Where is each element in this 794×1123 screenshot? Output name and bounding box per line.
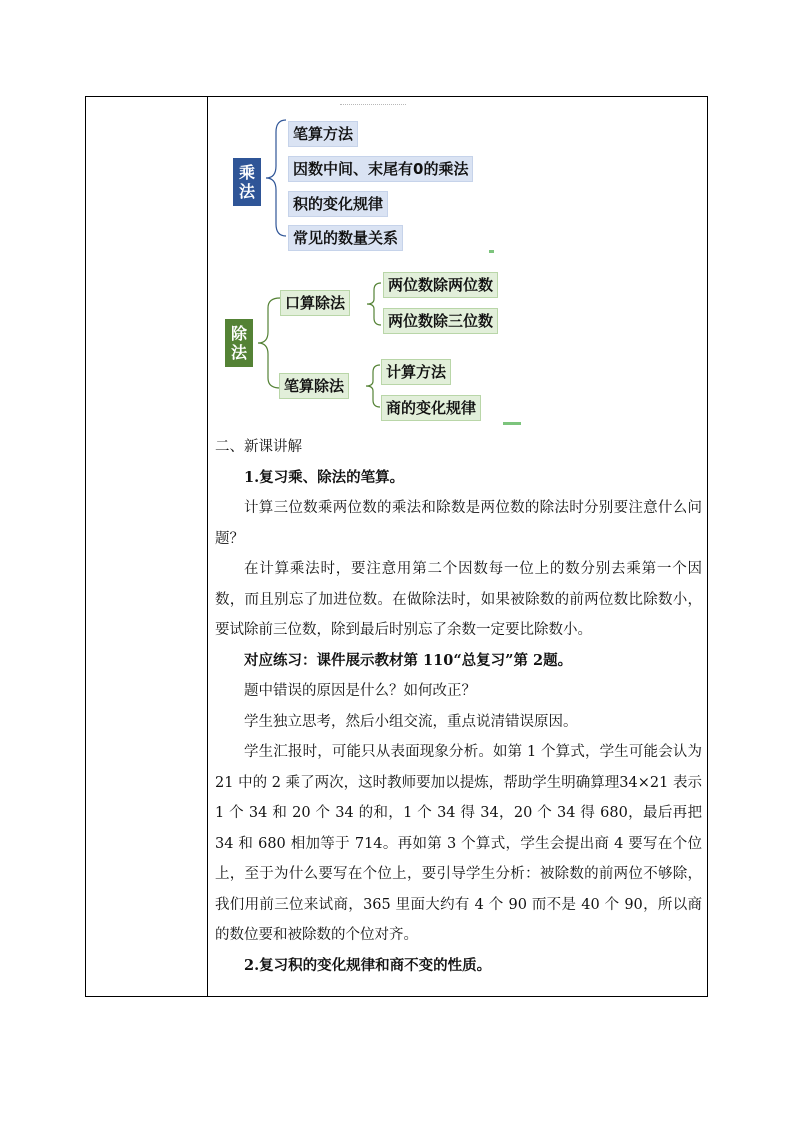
paragraph: 学生汇报时，可能只从表面现象分析。如第 1 个算式，学生可能会认为 21 中的 2 乘了两次，这时教师要加以提炼，帮助学生明确算理34×21 表示 1 个 34 和 20 个 34 的和，1 个 34 得 34，20 个 34 得 680，最后再把 34 和 680 相加等于 714。再如第 3 个算式，学生会提出商 4 要写在个位上，至于为什么要写在个位上，要引导学生分析：被除数的前两位不够除，我们用前三位来试商，365 里面大约有 4 个 90 而不是 40 个 90，所以商的数位要和被除数的个位对齐。 xyxy=(215,744,702,943)
division-tag-char-1: 除 xyxy=(230,324,247,343)
written-division-brace-icon xyxy=(364,363,382,409)
decorative-mark xyxy=(489,250,494,253)
paragraph: 在计算乘法时，要注意用第二个因数每一位上的数分别去乘第一个因数，而且别忘了加进位数。在做除法时，如果被除数的前两位数比除数小，要试除前三位数，除到最后时别忘了余数一定要比除数小。 xyxy=(215,561,702,638)
written-item-quotient-rule: 商的变化规律 xyxy=(381,395,481,421)
division-tag-char-2: 法 xyxy=(230,343,247,362)
oral-division-brace-icon xyxy=(365,281,383,327)
div-written-division: 笔算除法 xyxy=(279,373,349,399)
multiplication-brace-icon xyxy=(264,118,288,238)
oral-item-two-by-three: 两位数除三位数 xyxy=(383,308,498,334)
practice-heading: 对应练习：课件展示教材第 110“总复习”第 2题。 xyxy=(244,651,573,669)
division-tag xyxy=(225,319,253,367)
paragraph: 题中错误的原因是什么？如何改正？ xyxy=(244,683,476,699)
decorative-mark xyxy=(503,422,521,425)
written-item-method: 计算方法 xyxy=(381,359,451,385)
table-column-divider xyxy=(207,96,208,997)
mul-item-quantity-relations: 常见的数量关系 xyxy=(288,225,403,251)
div-oral-division: 口算除法 xyxy=(280,290,350,316)
section-title: 二、新课讲解 xyxy=(215,439,302,455)
mul-item-zero-factor: 因数中间、末尾有0的乘法 xyxy=(288,156,473,182)
lesson-body xyxy=(215,432,702,981)
multiplication-tag xyxy=(233,158,261,206)
multiplication-tag-char-2: 法 xyxy=(238,182,255,201)
mul-item-product-rule: 积的变化规律 xyxy=(288,191,388,217)
paragraph: 学生独立思考，然后小组交流，重点说清错误原因。 xyxy=(244,713,578,730)
subheading-review-written: 1.复习乘、除法的笔算。 xyxy=(244,468,405,486)
dotted-separator xyxy=(340,104,406,105)
subheading-review-rules: 2.复习积的变化规律和商不变的性质。 xyxy=(244,956,492,974)
paragraph: 计算三位数乘两位数的乘法和除数是两位数的除法时分别要注意什么问题？ xyxy=(215,500,702,547)
multiplication-tag-char-1: 乘 xyxy=(238,163,255,182)
mul-item-written-method: 笔算方法 xyxy=(288,121,358,147)
oral-item-two-by-two: 两位数除两位数 xyxy=(383,272,498,298)
